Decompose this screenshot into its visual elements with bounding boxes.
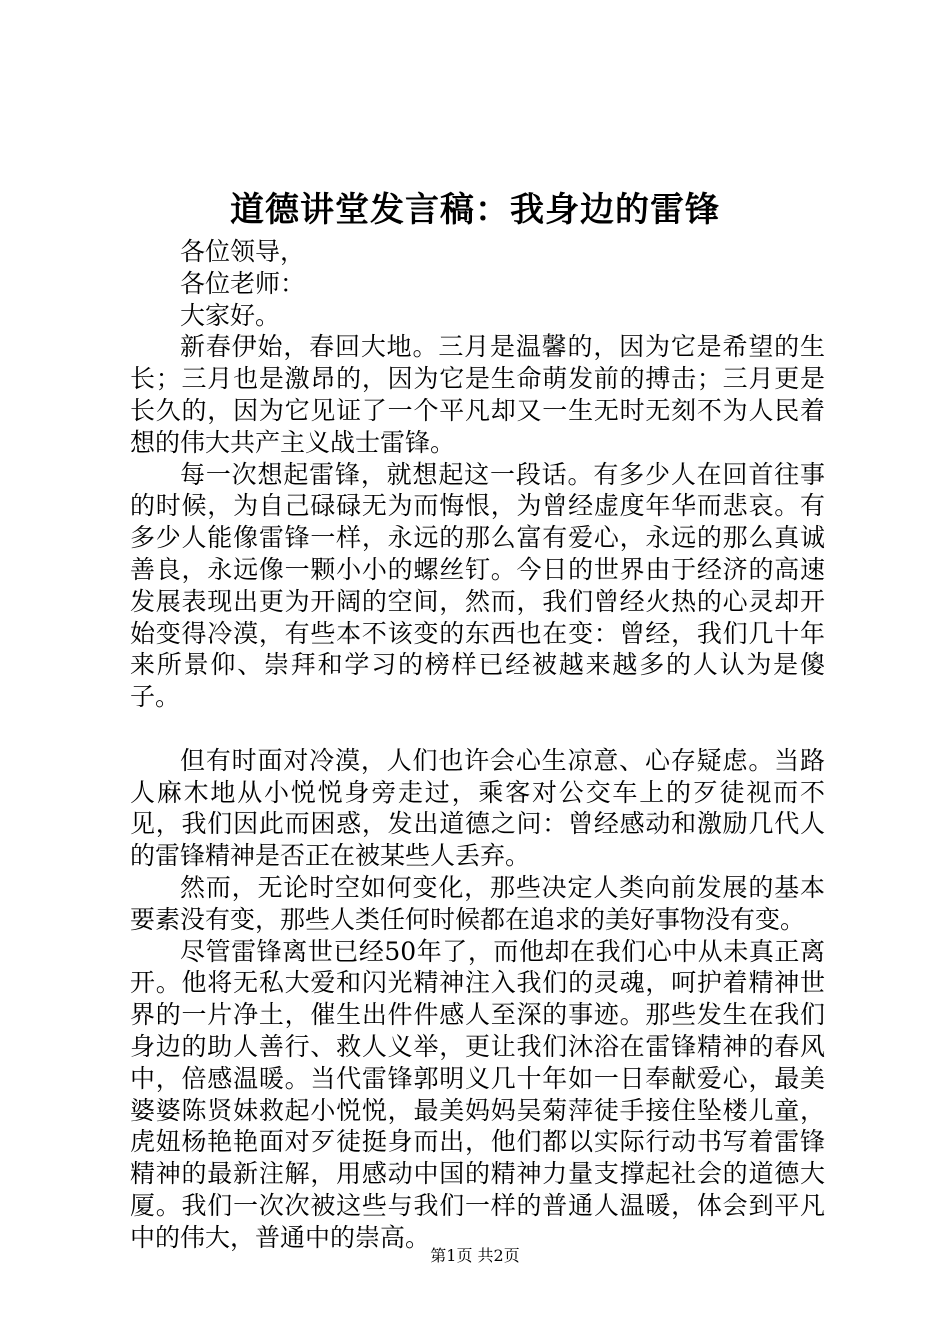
document-body <box>130 236 825 1254</box>
paragraph-indifference: 但有时面对冷漠，人们也许会心生凉意、心存疑虑。当路人麻木地从小悦悦身旁走过，乘客对公交车上的歹徒视而不见，我们因此而困惑，发出道德之问：曾经感动和激励几代人的雷锋精神是否正在被某些人丢弃。 <box>130 745 825 871</box>
paragraph-modern-leifeng: 尽管雷锋离世已经50年了，而他却在我们心中从未真正离开。他将无私大爱和闪光精神注入我们的灵魂，呵护着精神世界的一片净土，催生出件件感人至深的事迹。那些发生在我们身边的助人善行、救人义举，更让我们沐浴在雷锋精神的春风中，倍感温暖。当代雷锋郭明义几十年如一日奉献爱心，最美婆婆陈贤妹救起小悦悦，最美妈妈吴菊萍徒手接住坠楼儿童，虎妞杨艳艳面对歹徒挺身而出，他们都以实际行动书写着雷锋精神的最新注解，用感动中国的精神力量支撑起社会的道德大厦。我们一次次被这些与我们一样的普通人温暖，体会到平凡中的伟大，普通中的崇高。 <box>130 936 825 1252</box>
paragraph-remember-leifeng: 每一次想起雷锋，就想起这一段话。有多少人在回首往事的时候，为自己碌碌无为而悔恨，为曾经虚度年华而悲哀。有多少人能像雷锋一样，永远的那么富有爱心，永远的那么真诚善良，永远像一颗小小的螺丝钉。今日的世界由于经济的高速发展表现出更为开阔的空间，然而，我们曾经火热的心灵却开始变得冷漠，有些本不该变的东西也在变：曾经，我们几十年来所景仰、崇拜和学习的榜样已经被越来越多的人认为是傻子。 <box>130 459 825 712</box>
paragraph-unchanged: 然而，无论时空如何变化，那些决定人类向前发展的基本要素没有变，那些人类任何时候都在追求的美好事物没有变。 <box>130 872 825 934</box>
paragraph-spring: 新春伊始，春回大地。三月是温馨的，因为它是希望的生长；三月也是激昂的，因为它是生命萌发前的搏击；三月更是长久的，因为它见证了一个平凡却又一生无时无刻不为人民着想的伟大共产主义战士雷锋。 <box>130 332 825 457</box>
page-number-footer: 第1页 共2页 <box>430 1246 520 1265</box>
document-title: 道德讲堂发言稿：我身边的雷锋 <box>230 190 720 230</box>
greeting-leaders: 各位领导， <box>180 237 306 266</box>
greeting-everyone: 大家好。 <box>180 300 281 330</box>
greeting-teachers: 各位老师： <box>180 268 306 298</box>
